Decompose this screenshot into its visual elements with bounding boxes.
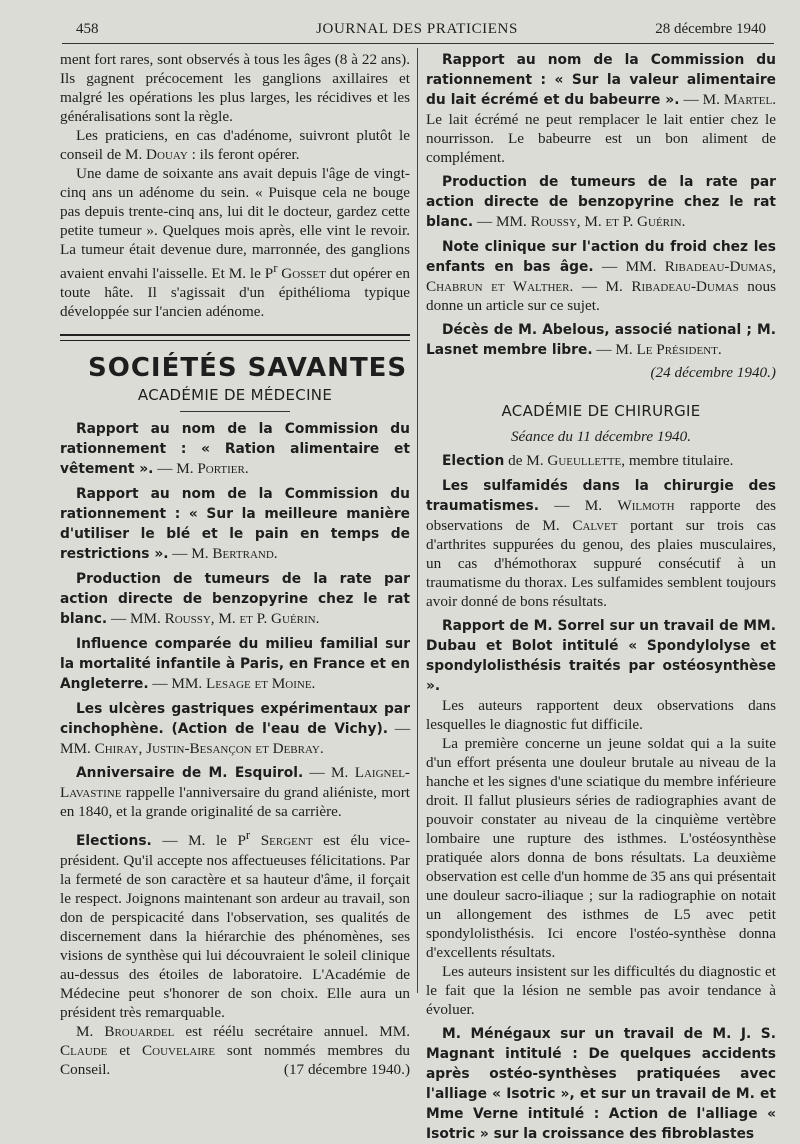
entry: Rapport au nom de la Commission du rationnement : « Ration alimentaire et vêtement ». — M. Portier. — [60, 421, 410, 478]
person-name: Douay — [146, 146, 188, 163]
entry: Influence comparée du milieu familial sur la mortalité infantile à Paris, en France et en Angleterre. — MM. Lesage et Moine. — [60, 636, 410, 693]
paragraph: Les praticiens, en cas d'adénome, suivront plutôt le conseil de M. Douay : ils feront opérer. — [60, 127, 410, 163]
entry: M. Ménégaux sur un travail de M. J. S. Magnant intitulé : De quelques accidents après ostéo-synthèses pratiquées avec l'alliage « Isotric », et sur un travail de M. et Mme Verne intitulé : Action de l'alliage « Isotric » sur la croissance des fibroblastes — [426, 1026, 776, 1142]
subsection-title: ACADÉMIE DE CHIRURGIE — [501, 402, 701, 420]
paragraph: Une dame de soixante ans avait depuis l'âge de vingt-cinq ans un adénome du sein. « Puisque cela ne bouge pas depuis trente-cinq ans, lui dit le docteur, gardez cette petite tumeur ». Quelques mois après, elle vint le revoir. La tumeur était devenue dure, marronnée, des ganglions avaient envahi l'aisselle. Et M. le $P^r$ Gosset dut opérer en toute hâte. Il s'agissait d'un épithélioma typique développée sur l'ancien adénome. — [60, 165, 410, 321]
entry: Les sulfamidés dans la chirurgie des traumatismes. — M. Wilmoth rapporte des observations de M. Calvet portant sur trois cas d'arthrites suppurées du genou, des plaies musculaires, un cas d'hémothorax suppuré consécutif à un traumatisme du thorax. Les sulfamides semblent toujours avoir donné de bons résultats. — [426, 478, 776, 610]
date-sign: (24 décembre 1940.) — [650, 364, 776, 381]
paragraph: La première concerne un jeune soldat qui a la suite d'un effort présenta une douleur brutale au niveau de la hanche et les signes d'une sciatique du membre inférieure droit. Il fallut plusieurs séries de radiographies avant de pouvoir constater au niveau de la cinquième vertèbre lombaire une rupture des isthmes. L'ostéosynthèse pratiquée alors donna de bons résultats. La deuxième observation est celle d'un homme de 35 ans qui présentait une douleur sacro-iliaque ; sur la radiographie on notait un allongement des isthmes de L5 avec petit spondylolisthésis. Ici encore l'ostéo-synthèse donna d'excellents résultats. — [426, 735, 776, 961]
entry: Décès de M. Abelous, associé national ; M. Lasnet membre libre. — M. Le Président. — [426, 322, 776, 358]
header-rule — [62, 43, 774, 44]
section-title: SOCIÉTÉS SAVANTES — [88, 353, 408, 384]
page-number: 458 — [76, 21, 99, 37]
session-date: Séance du 11 décembre 1940. — [510, 428, 692, 445]
column-divider — [417, 48, 418, 993]
entry: Elections. — M. le $P^r$ Sergent est élu vice-président. Qu'il accepte nos affectueuses félicitations. Par la fermeté de son caractère et sa hauteur d'âme, il forçait le respect. Joignons maintenant son ardeur au travail, son don de perspicacité dans l'observation, ses qualités de discernement dans la hiérarchie des phénomènes, ses visions de synthèse qui lui découvraient le soleil clinique au-dessus des étoiles de laboratoire. L'Académie de Médecine peut s'honorer de son choix. Elle aura un président très remarquable. — [60, 828, 411, 1022]
left-column — [60, 50, 410, 1079]
person-name: Gosset — [281, 265, 326, 283]
date-sign: (17 décembre 1940.) — [283, 1061, 410, 1079]
journal-title: JOURNAL DES PRATICIENS — [316, 21, 518, 37]
paragraph: Les auteurs insistent sur les difficultés du diagnostic et le fait que la lésion ne semble pas avoir tendance à évoluer. — [426, 963, 776, 1018]
entry: Production de tumeurs de la rate par action directe de benzopyrine chez le rat blanc. — MM. Roussy, M. et P. Guérin. — [60, 571, 410, 628]
section-divider — [60, 334, 410, 341]
paragraph: ment fort rares, sont observés à tous les âges (8 à 22 ans). Ils gagnent précocement les ganglions axillaires et malgré les opérations les plus larges, les récidives et les généralisations sont la règle. — [60, 51, 410, 125]
paragraph: Les auteurs rapportent deux observations dans lesquelles le diagnostic fut difficile. — [426, 697, 776, 733]
title-underline — [180, 411, 290, 412]
paragraph: M. Brouardel est réélu secrétaire annuel. MM. Claude et Couvelaire sont nommés membres du Conseil. (17 décembre 1940.) — [60, 1023, 411, 1079]
entry: Rapport de M. Sorrel sur un travail de MM. Dubau et Bolot intitulé « Spondylolyse et spondylolisthésis traités par ostéosynthèse ». — [426, 618, 776, 694]
entry: Les ulcères gastriques expérimentaux par cinchophène. (Action de l'eau de Vichy). — MM. Chiray, Justin-Besançon et Debray. — [60, 701, 410, 758]
entry: Production de tumeurs de la rate par action directe de benzopyrine chez le rat blanc. — MM. Roussy, M. et P. Guérin. — [426, 174, 776, 230]
entry: Rapport au nom de la Commission du rationnement : « Sur la meilleure manière d'utiliser le blé et le pain en temps de restrictions ». — M. Bertrand. — [60, 486, 410, 563]
page-header — [62, 18, 772, 42]
issue-date: 28 décembre 1940 — [655, 21, 766, 37]
right-column — [426, 50, 776, 1144]
entry: Anniversaire de M. Esquirol. — M. Laignel-Lavastine rappelle l'anniversaire du grand aliéniste, mort en 1840, et la grande originalité de sa carrière. — [60, 764, 410, 821]
entry: Election de M. Gueullette, membre titulaire. — [442, 452, 734, 469]
subsection-title: ACADÉMIE DE MÉDECINE — [137, 386, 333, 405]
entry: Rapport au nom de la Commission du rationnement : « Sur la valeur alimentaire du lait écrémé et du babeurre ». — M. Martel. Le lait écrémé ne peut remplacer le lait entier chez le nourrisson. Le babeurre est un bon aliment de complément. — [426, 52, 776, 166]
entry: Note clinique sur l'action du froid chez les enfants en bas âge. — MM. Ribadeau-Dumas, Chabrun et Walther. — M. Ribadeau-Dumas nous donne un article sur ce sujet. — [426, 239, 776, 314]
